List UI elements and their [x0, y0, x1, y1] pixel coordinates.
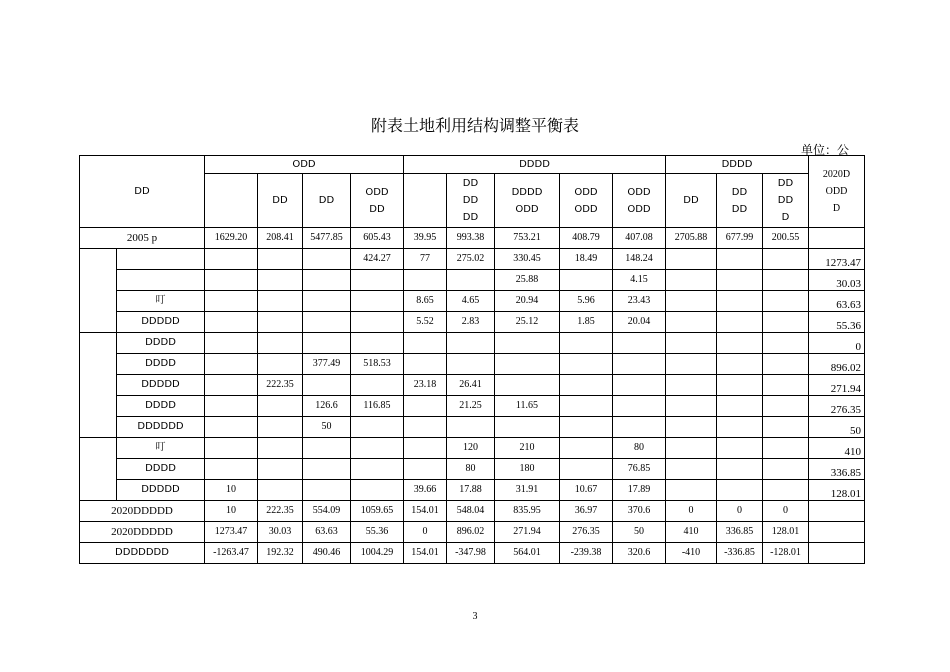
table-cell-total: [809, 228, 865, 249]
table-cell: 128.01: [763, 522, 809, 543]
table-cell: [717, 417, 763, 438]
table-cell: 410: [666, 522, 717, 543]
subheader-col-4: ODD DD: [351, 174, 404, 228]
table-cell: [404, 354, 447, 375]
table-cell: 50: [613, 522, 666, 543]
table-cell: [763, 459, 809, 480]
table-cell: [258, 312, 303, 333]
table-cell: 23.43: [613, 291, 666, 312]
table-cell: 5477.85: [303, 228, 351, 249]
table-cell: 896.02: [447, 522, 495, 543]
table-cell: 564.01: [495, 543, 560, 564]
table-cell: [404, 438, 447, 459]
table-cell: [303, 459, 351, 480]
table-row: [80, 501, 865, 522]
table-cell: 17.88: [447, 480, 495, 501]
table-cell: 554.09: [303, 501, 351, 522]
table-cell: [560, 375, 613, 396]
table-cell: 208.41: [258, 228, 303, 249]
row-label: 2020DDDDD: [80, 501, 205, 522]
table-cell: [205, 270, 258, 291]
table-cell: [763, 396, 809, 417]
table-cell: 2705.88: [666, 228, 717, 249]
table-cell: 126.6: [303, 396, 351, 417]
table-row: [80, 228, 865, 249]
table-cell: [447, 333, 495, 354]
table-cell: 50: [303, 417, 351, 438]
subheader-col-3: DD: [303, 174, 351, 228]
table-cell: 20.94: [495, 291, 560, 312]
table-row: [80, 249, 865, 270]
table-cell: 336.85: [717, 522, 763, 543]
table-cell: 154.01: [404, 543, 447, 564]
table-cell: 116.85: [351, 396, 404, 417]
table-cell: 17.89: [613, 480, 666, 501]
table-cell: [404, 459, 447, 480]
table-cell: [258, 333, 303, 354]
table-cell: [258, 354, 303, 375]
table-cell: 31.91: [495, 480, 560, 501]
table-cell-total: 276.35: [809, 396, 865, 417]
table-cell: 5.52: [404, 312, 447, 333]
table-cell: [495, 354, 560, 375]
table-cell-total: 128.01: [809, 480, 865, 501]
row-label: DDDD: [117, 333, 205, 354]
table-cell: [666, 270, 717, 291]
row-label: [117, 270, 205, 291]
row-label: [117, 249, 205, 270]
table-cell: [717, 396, 763, 417]
table-cell: 605.43: [351, 228, 404, 249]
table-cell: [447, 417, 495, 438]
table-cell: [447, 354, 495, 375]
subheader-col-9: ODD ODD: [613, 174, 666, 228]
table-cell: 677.99: [717, 228, 763, 249]
table-cell: 77: [404, 249, 447, 270]
table-cell: [666, 417, 717, 438]
table-cell: 0: [404, 522, 447, 543]
table-cell: [560, 396, 613, 417]
table-cell: 370.6: [613, 501, 666, 522]
row-label: 叮: [117, 438, 205, 459]
table-cell: [205, 396, 258, 417]
table-cell: 10.67: [560, 480, 613, 501]
row-label: DDDD: [117, 354, 205, 375]
table-cell: [763, 375, 809, 396]
table-cell: 275.02: [447, 249, 495, 270]
table-cell: 835.95: [495, 501, 560, 522]
table-cell: 1273.47: [205, 522, 258, 543]
subheader-col-2: DD: [258, 174, 303, 228]
table-row: [80, 417, 865, 438]
table-row: [80, 333, 865, 354]
table-cell: 407.08: [613, 228, 666, 249]
table-cell: [447, 270, 495, 291]
table-cell: [666, 459, 717, 480]
table-cell: [205, 438, 258, 459]
table-cell: [613, 417, 666, 438]
table-cell: [666, 333, 717, 354]
table-cell: 1059.65: [351, 501, 404, 522]
table-cell: [717, 375, 763, 396]
table-cell: [666, 480, 717, 501]
table-row: [80, 543, 865, 564]
table-cell: 23.18: [404, 375, 447, 396]
row-label: DDDD: [117, 459, 205, 480]
table-cell: 25.88: [495, 270, 560, 291]
table-cell: [303, 333, 351, 354]
subheader-col-1: [205, 174, 258, 228]
table-cell: [666, 291, 717, 312]
table-cell: [717, 480, 763, 501]
table-cell: 200.55: [763, 228, 809, 249]
subheader-col-5: [404, 174, 447, 228]
table-cell-total: 0: [809, 333, 865, 354]
table-cell: [717, 249, 763, 270]
table-cell: [666, 375, 717, 396]
table-cell: 2.83: [447, 312, 495, 333]
table-cell: [258, 438, 303, 459]
row-label: 叮: [117, 291, 205, 312]
table-cell: 210: [495, 438, 560, 459]
table-cell: 548.04: [447, 501, 495, 522]
table-cell: [303, 270, 351, 291]
table-cell: 120: [447, 438, 495, 459]
table-row: [80, 438, 865, 459]
table-cell: 993.38: [447, 228, 495, 249]
table-cell: [763, 438, 809, 459]
table-cell: [763, 312, 809, 333]
table-cell: [404, 417, 447, 438]
table-cell: [560, 438, 613, 459]
table-row: [80, 375, 865, 396]
table-cell: [404, 396, 447, 417]
table-cell: 80: [613, 438, 666, 459]
table-cell: 490.46: [303, 543, 351, 564]
table-cell: [717, 270, 763, 291]
table-cell: [613, 354, 666, 375]
table-cell: 148.24: [613, 249, 666, 270]
table-cell-total: 1273.47: [809, 249, 865, 270]
header-group-3: DDDD: [666, 156, 809, 174]
header-group-1: ODD: [205, 156, 404, 174]
table-cell: [205, 375, 258, 396]
row-group-cell: [80, 249, 117, 333]
table-cell: [258, 480, 303, 501]
table-cell: [666, 312, 717, 333]
row-group-cell: [80, 438, 117, 501]
subheader-col-11: DD DD: [717, 174, 763, 228]
table-cell: [666, 396, 717, 417]
subheader-col-10: DD: [666, 174, 717, 228]
table-cell-total: 50: [809, 417, 865, 438]
table-cell: [258, 417, 303, 438]
table-cell: 11.65: [495, 396, 560, 417]
table-cell: 21.25: [447, 396, 495, 417]
table-cell: 377.49: [303, 354, 351, 375]
row-label: DDDDDD: [117, 417, 205, 438]
table-cell: [258, 396, 303, 417]
table-cell: 330.45: [495, 249, 560, 270]
row-label: DDDDD: [117, 480, 205, 501]
table-cell: [763, 417, 809, 438]
table-cell: [205, 249, 258, 270]
table-cell: [763, 333, 809, 354]
row-label: DDDD: [117, 396, 205, 417]
table-cell: [205, 333, 258, 354]
table-cell: [613, 396, 666, 417]
table-cell: [303, 312, 351, 333]
table-cell: [666, 249, 717, 270]
table-row: [80, 522, 865, 543]
table-cell: 222.35: [258, 375, 303, 396]
table-cell: [560, 459, 613, 480]
table-cell: [717, 354, 763, 375]
header-group-2: DDDD: [404, 156, 666, 174]
table-cell: -128.01: [763, 543, 809, 564]
table-cell: 222.35: [258, 501, 303, 522]
table-cell: 39.66: [404, 480, 447, 501]
page-title: 附表土地利用结构调整平衡表: [370, 116, 579, 135]
table-cell: 1629.20: [205, 228, 258, 249]
table-cell-total: 410: [809, 438, 865, 459]
row-group-cell: [80, 333, 117, 438]
table-cell: [560, 354, 613, 375]
table-cell: 25.12: [495, 312, 560, 333]
table-cell: 1.85: [560, 312, 613, 333]
table-cell: [717, 333, 763, 354]
table-cell-total: 336.85: [809, 459, 865, 480]
table-cell: 320.6: [613, 543, 666, 564]
table-cell: 0: [666, 501, 717, 522]
table-cell: 271.94: [495, 522, 560, 543]
table-cell: [351, 270, 404, 291]
table-cell: 10: [205, 480, 258, 501]
subheader-col-6: DD DD DD: [447, 174, 495, 228]
table-cell: [495, 375, 560, 396]
unit-label: 单位：公: [801, 143, 850, 157]
table-cell: [495, 417, 560, 438]
table-cell: [205, 312, 258, 333]
table-cell: 4.15: [613, 270, 666, 291]
table-cell: [258, 270, 303, 291]
row-label: 2005 p: [80, 228, 205, 249]
table-cell: [351, 480, 404, 501]
table-cell-total: 30.03: [809, 270, 865, 291]
table-cell: [404, 270, 447, 291]
table-cell: 1004.29: [351, 543, 404, 564]
table-row: [80, 312, 865, 333]
table-cell: 8.65: [404, 291, 447, 312]
table-cell: [303, 375, 351, 396]
table-cell: 154.01: [404, 501, 447, 522]
land-use-balance-table: [79, 155, 865, 564]
table-cell: 276.35: [560, 522, 613, 543]
table-cell: 180: [495, 459, 560, 480]
table-cell: [303, 291, 351, 312]
table-cell: [560, 270, 613, 291]
header-corner: DD: [80, 156, 205, 228]
table-cell-total: [809, 522, 865, 543]
table-cell: [613, 375, 666, 396]
table-cell: [351, 417, 404, 438]
table-cell: 192.32: [258, 543, 303, 564]
table-cell: [351, 312, 404, 333]
table-cell: 0: [717, 501, 763, 522]
table-cell: 80: [447, 459, 495, 480]
row-label: DDDDD: [117, 312, 205, 333]
table-cell: 55.36: [351, 522, 404, 543]
table-cell: [258, 459, 303, 480]
table-cell: [613, 333, 666, 354]
table-cell: [717, 459, 763, 480]
table-cell: [351, 438, 404, 459]
table-cell: [351, 291, 404, 312]
table-cell-total: 63.63: [809, 291, 865, 312]
table-row: [80, 396, 865, 417]
table-cell: [717, 312, 763, 333]
table-cell: [763, 291, 809, 312]
table-row: [80, 480, 865, 501]
table-cell: [763, 249, 809, 270]
table-cell: 39.95: [404, 228, 447, 249]
table-cell: 30.03: [258, 522, 303, 543]
table-cell: 76.85: [613, 459, 666, 480]
table-cell: [205, 459, 258, 480]
table-cell: [205, 291, 258, 312]
table-cell-total: 55.36: [809, 312, 865, 333]
table-cell: [258, 249, 303, 270]
table-row: [80, 354, 865, 375]
table-cell: -410: [666, 543, 717, 564]
table-cell: [258, 291, 303, 312]
table-cell: 63.63: [303, 522, 351, 543]
row-label: DDDDD: [117, 375, 205, 396]
table-cell: [717, 438, 763, 459]
row-label: 2020DDDDD: [80, 522, 205, 543]
table-cell: [495, 333, 560, 354]
table-cell-total: [809, 543, 865, 564]
subheader-col-12: DD DD D: [763, 174, 809, 228]
table-cell: [666, 438, 717, 459]
table-cell: [560, 333, 613, 354]
table-cell: 0: [763, 501, 809, 522]
table-cell: -1263.47: [205, 543, 258, 564]
table-cell: 26.41: [447, 375, 495, 396]
table-row: [80, 459, 865, 480]
table-row: [80, 291, 865, 312]
table-cell: [351, 333, 404, 354]
table-cell: [404, 333, 447, 354]
table-cell: [560, 417, 613, 438]
table-cell: -347.98: [447, 543, 495, 564]
table-cell: [351, 375, 404, 396]
table-row: [80, 270, 865, 291]
table-cell: 4.65: [447, 291, 495, 312]
subheader-col-8: ODD ODD: [560, 174, 613, 228]
table-cell: 424.27: [351, 249, 404, 270]
table-cell: [205, 417, 258, 438]
table-cell-total: [809, 501, 865, 522]
page-number: 3: [472, 611, 478, 622]
table-cell: 518.53: [351, 354, 404, 375]
table-cell-total: 896.02: [809, 354, 865, 375]
header-last-col: 2020D ODD D: [809, 156, 865, 228]
table-cell: 408.79: [560, 228, 613, 249]
table-cell: [763, 354, 809, 375]
table-cell: [205, 354, 258, 375]
table-cell: -239.38: [560, 543, 613, 564]
table-cell: [303, 249, 351, 270]
table-cell: [763, 480, 809, 501]
table-cell: -336.85: [717, 543, 763, 564]
table-cell: [717, 291, 763, 312]
table-cell: 18.49: [560, 249, 613, 270]
table-cell: 10: [205, 501, 258, 522]
table-cell: [763, 270, 809, 291]
table-cell: 20.04: [613, 312, 666, 333]
table-cell: 753.21: [495, 228, 560, 249]
table-cell: 5.96: [560, 291, 613, 312]
table-cell-total: 271.94: [809, 375, 865, 396]
table-cell: [303, 480, 351, 501]
table-cell: 36.97: [560, 501, 613, 522]
subheader-col-7: DDDD ODD: [495, 174, 560, 228]
table-cell: [303, 438, 351, 459]
table-cell: [351, 459, 404, 480]
row-label: DDDDDDD: [80, 543, 205, 564]
table-cell: [666, 354, 717, 375]
